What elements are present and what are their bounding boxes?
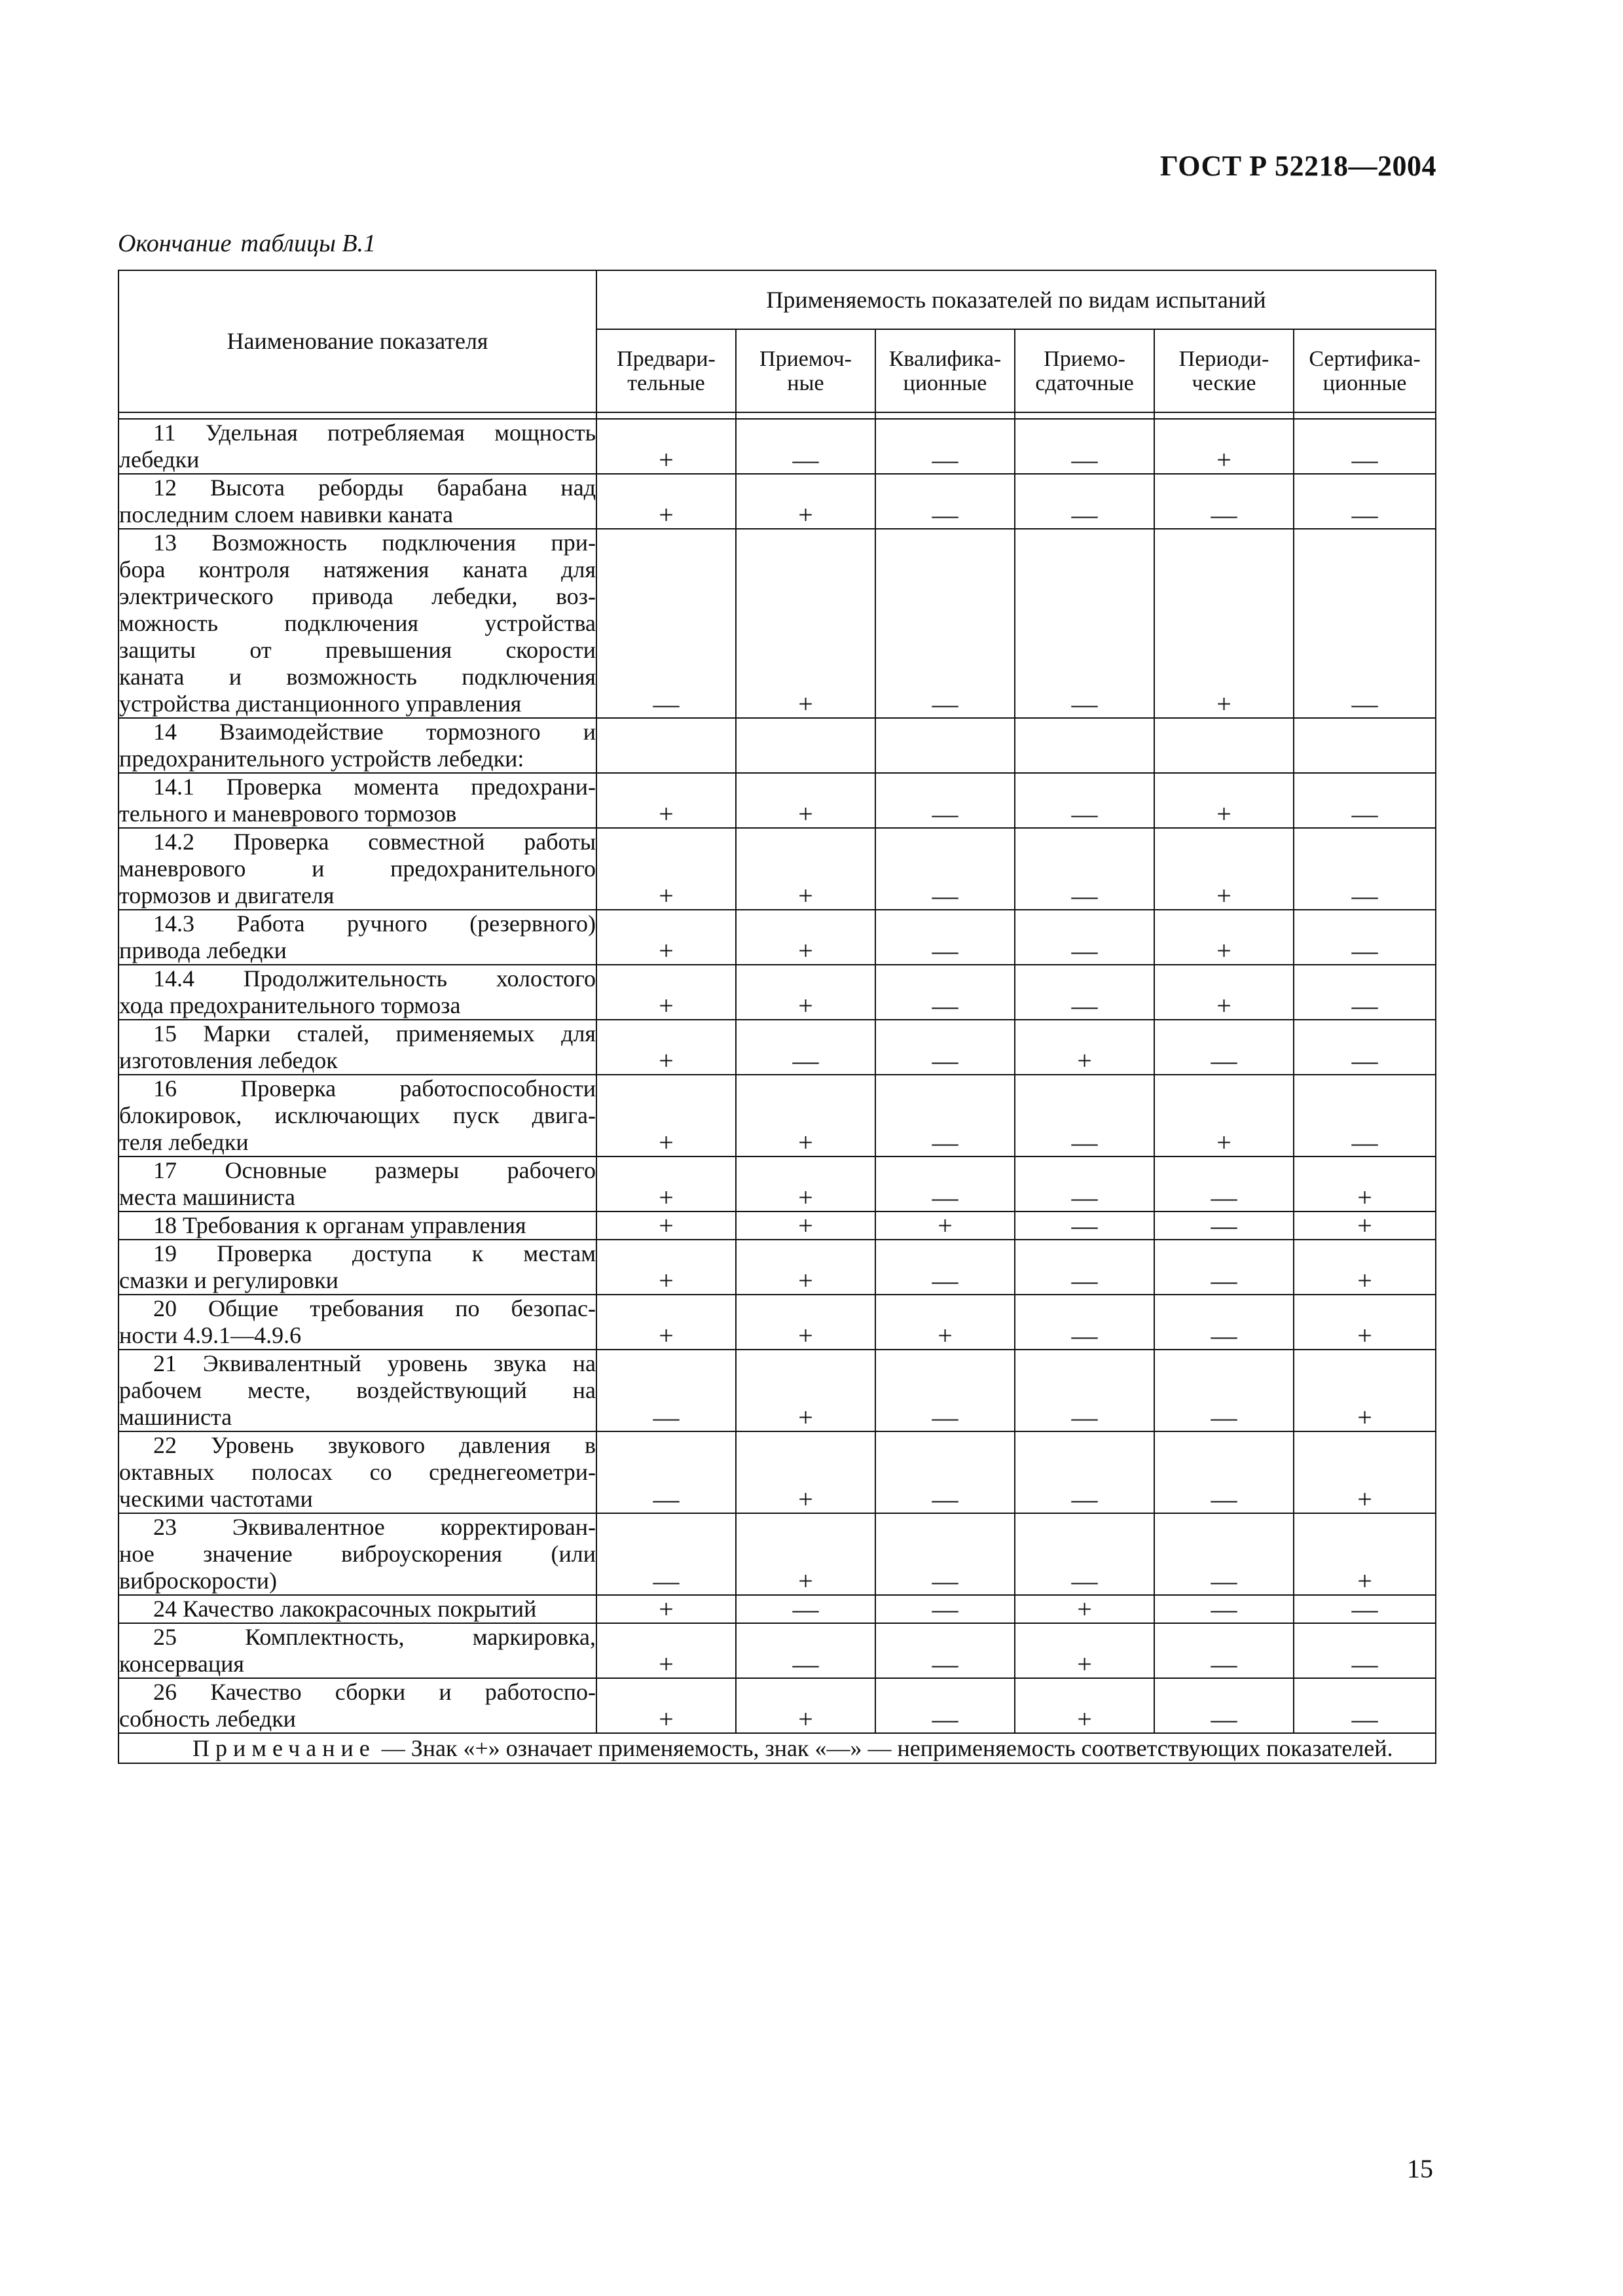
table-row — [119, 1513, 1436, 1595]
applicability-mark: — — [875, 474, 1015, 529]
indicator-name-line: привода лебедки — [119, 937, 287, 963]
applicability-mark: — — [1154, 474, 1294, 529]
applicability-mark: — — [1015, 910, 1154, 965]
table-row — [119, 1595, 1436, 1623]
applicability-mark: + — [736, 910, 875, 965]
applicability-mark: — — [875, 1678, 1015, 1733]
applicability-mark: + — [596, 1678, 736, 1733]
column-header-test-type — [1294, 329, 1436, 412]
applicability-mark: — — [1015, 529, 1154, 718]
applicability-mark: — — [1154, 1350, 1294, 1431]
separator-cell — [1015, 412, 1154, 419]
indicator-name-cell — [119, 1623, 596, 1678]
table-row — [119, 1211, 1436, 1240]
applicability-mark: + — [736, 1678, 875, 1733]
applicability-mark: — — [875, 1240, 1015, 1295]
indicator-name-line: 14.2 Проверка совместной работы — [153, 829, 596, 855]
applicability-mark: — — [1294, 1075, 1436, 1157]
applicability-mark — [1015, 718, 1154, 773]
applicability-mark: — — [875, 910, 1015, 965]
applicability-mark: — — [736, 1623, 875, 1678]
applicability-mark: — — [1015, 828, 1154, 910]
indicator-name-cell — [119, 1240, 596, 1295]
applicability-mark — [875, 718, 1015, 773]
indicator-name-cell — [119, 965, 596, 1020]
indicator-name-line: хода предохранительного тормоза — [119, 992, 461, 1018]
applicability-mark: + — [736, 1350, 875, 1431]
column-header-line: Квалифика- — [888, 346, 1002, 371]
column-header-line: ционные — [903, 370, 987, 395]
table-row — [119, 1075, 1436, 1157]
column-header-line: ные — [787, 370, 824, 395]
table-caption — [118, 229, 385, 258]
indicator-name-line: 14 Взаимодействие тормозного и — [153, 719, 596, 745]
applicability-mark: + — [596, 1295, 736, 1350]
applicability-mark: + — [1154, 828, 1294, 910]
applicability-mark: + — [596, 1075, 736, 1157]
applicability-mark: — — [875, 1075, 1015, 1157]
applicability-mark: + — [1294, 1513, 1436, 1595]
indicator-name-line: консервация — [119, 1651, 244, 1677]
applicability-mark: — — [1154, 1513, 1294, 1595]
table-row — [119, 1157, 1436, 1211]
applicability-mark: + — [736, 1075, 875, 1157]
caption-table-ref: таблицы В.1 — [240, 230, 376, 257]
indicator-name-line: блокировок, исключающих пуск двига- — [119, 1102, 596, 1128]
indicator-name-line: устройства дистанционного управления — [119, 691, 522, 717]
indicator-name-cell — [119, 773, 596, 828]
indicator-name-line: каната и возможность подключения — [119, 664, 596, 690]
applicability-mark: + — [1015, 1595, 1154, 1623]
applicability-mark: + — [1154, 910, 1294, 965]
indicator-name-line: ное значение виброускорения (или — [119, 1541, 596, 1567]
applicability-mark: — — [1015, 1513, 1154, 1595]
indicator-name-cell — [119, 419, 596, 474]
applicability-mark: — — [1154, 1295, 1294, 1350]
indicator-name-line: 21 Эквивалентный уровень звука на — [153, 1350, 596, 1376]
applicability-mark: — — [875, 773, 1015, 828]
applicability-mark: — — [736, 419, 875, 474]
indicator-name-line: места машиниста — [119, 1184, 295, 1210]
indicator-name-line: 19 Проверка доступа к местам — [153, 1240, 596, 1266]
applicability-mark: — — [1294, 828, 1436, 910]
applicability-mark: — — [875, 828, 1015, 910]
table-row — [119, 419, 1436, 474]
applicability-mark: — — [1015, 773, 1154, 828]
applicability-mark: — — [1015, 1295, 1154, 1350]
applicability-mark: — — [1294, 910, 1436, 965]
applicability-mark: + — [736, 1157, 875, 1211]
indicator-name-line: маневрового и предохранительного — [119, 855, 596, 882]
applicability-mark: — — [736, 1595, 875, 1623]
applicability-mark: — — [1015, 965, 1154, 1020]
applicability-mark: — — [1154, 1595, 1294, 1623]
table-note-row — [119, 1733, 1436, 1763]
applicability-mark: — — [1294, 773, 1436, 828]
indicator-name-cell — [119, 1211, 596, 1240]
applicability-mark: + — [596, 1211, 736, 1240]
column-header-test-type — [596, 329, 736, 412]
applicability-mark: — — [1294, 1623, 1436, 1678]
applicability-mark: + — [596, 419, 736, 474]
note-label: Примечание — [192, 1735, 376, 1761]
applicability-mark: + — [1154, 1075, 1294, 1157]
table-row — [119, 474, 1436, 529]
column-header-line: Приемо- — [1044, 346, 1125, 371]
indicator-name-cell — [119, 1075, 596, 1157]
document-code: ГОСТ Р 52218—2004 — [1159, 150, 1436, 182]
column-header-line: ционные — [1322, 370, 1407, 395]
applicability-mark: + — [736, 773, 875, 828]
separator-cell — [119, 412, 596, 419]
indicator-name-line: 17 Основные размеры рабочего — [153, 1157, 596, 1183]
applicability-mark: — — [1294, 529, 1436, 718]
applicability-mark: — — [736, 1020, 875, 1075]
applicability-mark: — — [875, 1350, 1015, 1431]
indicator-name-cell — [119, 828, 596, 910]
applicability-mark: + — [875, 1295, 1015, 1350]
applicability-mark: + — [1015, 1678, 1154, 1733]
indicator-name-line: 15 Марки сталей, применяемых для — [153, 1020, 596, 1047]
indicator-name-line: 16 Проверка работоспособности — [153, 1075, 596, 1102]
indicator-name-cell — [119, 910, 596, 965]
applicability-mark: — — [1015, 1240, 1154, 1295]
column-header-test-type — [1154, 329, 1294, 412]
applicability-mark: + — [1154, 965, 1294, 1020]
column-header-test-type — [1015, 329, 1154, 412]
applicability-mark: — — [875, 419, 1015, 474]
indicator-name-line: предохранительного устройств лебедки: — [119, 745, 524, 772]
applicability-mark: + — [596, 828, 736, 910]
indicator-name-line: 24 Качество лакокрасочных покрытий — [153, 1596, 537, 1622]
applicability-mark: + — [736, 1240, 875, 1295]
applicability-mark: + — [596, 1240, 736, 1295]
applicability-mark: — — [875, 1431, 1015, 1513]
applicability-mark: — — [1154, 1240, 1294, 1295]
applicability-mark: — — [1015, 474, 1154, 529]
applicability-mark: — — [875, 965, 1015, 1020]
indicator-name-line: октавных полосах со среднегеометри- — [119, 1459, 596, 1485]
indicator-name-cell — [119, 1678, 596, 1733]
applicability-mark: — — [1294, 1595, 1436, 1623]
applicability-mark: — — [1154, 1678, 1294, 1733]
applicability-mark: — — [1154, 1431, 1294, 1513]
table-row — [119, 1623, 1436, 1678]
table-body — [119, 412, 1436, 1763]
applicability-mark: — — [1294, 474, 1436, 529]
indicator-name-line: бора контроля натяжения каната для — [119, 556, 596, 583]
applicability-mark: + — [596, 965, 736, 1020]
indicator-name-line: 14.3 Работа ручного (резервного) — [153, 910, 596, 937]
table-row — [119, 1431, 1436, 1513]
applicability-mark: + — [1154, 419, 1294, 474]
applicability-mark: + — [736, 965, 875, 1020]
column-header-test-type — [875, 329, 1015, 412]
separator-cell — [736, 412, 875, 419]
table-row — [119, 910, 1436, 965]
indicator-name-line: 13 Возможность подключения при- — [153, 529, 596, 556]
indicator-name-line: виброскорости) — [119, 1568, 277, 1594]
indicator-name-line: лебедки — [119, 446, 200, 473]
separator-cell — [1154, 412, 1294, 419]
applicability-mark: + — [596, 910, 736, 965]
applicability-mark: — — [1015, 1075, 1154, 1157]
applicability-mark: + — [736, 529, 875, 718]
indicator-name-line: 25 Комплектность, маркировка, — [153, 1624, 596, 1650]
applicability-mark: — — [596, 529, 736, 718]
table-row — [119, 965, 1436, 1020]
applicability-mark: — — [1015, 1431, 1154, 1513]
applicability-mark: — — [875, 1513, 1015, 1595]
applicability-mark: + — [1154, 773, 1294, 828]
indicator-name-cell — [119, 1020, 596, 1075]
applicability-mark: — — [1294, 965, 1436, 1020]
applicability-mark: — — [1015, 1211, 1154, 1240]
applicability-mark: + — [736, 1295, 875, 1350]
applicability-mark: — — [875, 1595, 1015, 1623]
indicator-name-cell — [119, 1431, 596, 1513]
applicability-mark: + — [1015, 1020, 1154, 1075]
applicability-mark: + — [1294, 1157, 1436, 1211]
applicability-mark: + — [1294, 1240, 1436, 1295]
indicator-name-line: электрического привода лебедки, воз- — [119, 583, 596, 609]
indicator-name-line: 26 Качество сборки и работоспо- — [153, 1679, 596, 1705]
column-header-line: Сертифика- — [1309, 346, 1421, 371]
applicability-mark: — — [1294, 419, 1436, 474]
applicability-mark: + — [1294, 1211, 1436, 1240]
applicability-mark: — — [875, 1020, 1015, 1075]
indicator-name-line: 14.4 Продолжительность холостого — [153, 965, 596, 992]
table-row — [119, 1020, 1436, 1075]
applicability-mark — [1294, 718, 1436, 773]
applicability-mark: — — [1015, 1157, 1154, 1211]
table-note — [119, 1733, 1436, 1763]
caption-word-ending: Окончание — [118, 230, 232, 257]
applicability-mark — [736, 718, 875, 773]
indicator-name-line: 23 Эквивалентное корректирован- — [153, 1514, 596, 1540]
applicability-mark: + — [1015, 1623, 1154, 1678]
separator-cell — [596, 412, 736, 419]
indicator-name-line: смазки и регулировки — [119, 1267, 338, 1293]
indicator-name-cell — [119, 474, 596, 529]
column-header-line: Приемоч- — [759, 346, 852, 371]
applicability-mark: + — [596, 1020, 736, 1075]
applicability-mark: + — [596, 1595, 736, 1623]
applicability-mark: — — [1015, 419, 1154, 474]
applicability-mark: — — [875, 1623, 1015, 1678]
applicability-mark: — — [596, 1350, 736, 1431]
indicator-name-cell — [119, 1350, 596, 1431]
indicator-name-line: 20 Общие требования по безопас- — [153, 1295, 596, 1321]
column-header-test-type — [736, 329, 875, 412]
applicability-mark: + — [1154, 529, 1294, 718]
indicator-name-line: 18 Требования к органам управления — [153, 1212, 526, 1238]
applicability-mark: + — [596, 474, 736, 529]
applicability-mark: + — [596, 1623, 736, 1678]
table-row — [119, 1350, 1436, 1431]
applicability-mark: + — [736, 1211, 875, 1240]
indicator-name-line: 11 Удельная потребляемая мощность — [153, 420, 596, 446]
table-row — [119, 1678, 1436, 1733]
indicator-name-cell — [119, 1157, 596, 1211]
indicator-name-line: 12 Высота реборды барабана над — [153, 475, 596, 501]
indicator-name-cell — [119, 718, 596, 773]
column-header-line: Предвари- — [617, 346, 716, 371]
indicator-name-line: последним слоем навивки каната — [119, 501, 454, 528]
note-text: — Знак «+» означает применяемость, знак «—» — неприменяемость соответствующих показателей. — [381, 1735, 1393, 1761]
applicability-mark: + — [1294, 1295, 1436, 1350]
indicator-name-line: машиниста — [119, 1404, 232, 1430]
indicator-name-line: рабочем месте, воздействующий на — [119, 1377, 596, 1403]
table-row — [119, 529, 1436, 718]
page-number: 15 — [1407, 2154, 1433, 2183]
applicability-mark: — — [1154, 1211, 1294, 1240]
column-header-line: ческие — [1192, 370, 1256, 395]
applicability-mark: + — [875, 1211, 1015, 1240]
indicator-name-line: защиты от превышения скорости — [119, 637, 596, 663]
applicability-mark: + — [736, 474, 875, 529]
applicability-mark — [596, 718, 736, 773]
applicability-mark: — — [596, 1513, 736, 1595]
applicability-mark: + — [1294, 1431, 1436, 1513]
indicator-name-line: теля лебедки — [119, 1129, 249, 1155]
indicator-name-cell — [119, 1295, 596, 1350]
header-separator — [119, 412, 1436, 419]
separator-cell — [1294, 412, 1436, 419]
column-header-line: тельные — [627, 370, 705, 395]
indicator-name-line: 14.1 Проверка момента предохрани- — [153, 774, 596, 800]
table-row — [119, 1295, 1436, 1350]
applicability-mark: — — [1154, 1020, 1294, 1075]
applicability-mark — [1154, 718, 1294, 773]
applicability-mark: — — [1154, 1623, 1294, 1678]
separator-cell — [875, 412, 1015, 419]
table-row — [119, 718, 1436, 773]
table-row — [119, 1240, 1436, 1295]
indicator-name-line: можность подключения устройства — [119, 610, 596, 636]
table-row — [119, 773, 1436, 828]
indicator-name-line: собность лебедки — [119, 1706, 296, 1732]
applicability-mark: — — [1294, 1020, 1436, 1075]
column-group-header: Применяемость показателей по видам испытаний — [596, 270, 1436, 329]
indicator-name-line: изготовления лебедок — [119, 1047, 338, 1073]
indicator-name-line: 22 Уровень звукового давления в — [153, 1432, 596, 1458]
table-row — [119, 828, 1436, 910]
applicability-mark: — — [1154, 1157, 1294, 1211]
applicability-mark: + — [1294, 1350, 1436, 1431]
indicator-name-cell — [119, 1513, 596, 1595]
column-header-line: сдаточные — [1035, 370, 1134, 395]
indicator-name-line: ности 4.9.1—4.9.6 — [119, 1322, 302, 1348]
indicator-name-cell — [119, 529, 596, 718]
applicability-mark: — — [875, 529, 1015, 718]
applicability-mark: — — [1015, 1350, 1154, 1431]
applicability-mark: + — [736, 1431, 875, 1513]
applicability-mark: + — [596, 1157, 736, 1211]
column-header-name: Наименование показателя — [119, 270, 596, 412]
applicability-mark: — — [1294, 1678, 1436, 1733]
applicability-mark: + — [736, 1513, 875, 1595]
applicability-mark: — — [596, 1431, 736, 1513]
indicator-name-line: тормозов и двигателя — [119, 882, 335, 908]
applicability-mark: + — [596, 773, 736, 828]
indicator-name-cell — [119, 1595, 596, 1623]
applicability-table — [118, 270, 1436, 1764]
applicability-mark: + — [736, 828, 875, 910]
column-header-line: Периоди- — [1178, 346, 1269, 371]
indicator-name-line: ческими частотами — [119, 1486, 313, 1512]
applicability-mark: — — [875, 1157, 1015, 1211]
indicator-name-line: тельного и маневрового тормозов — [119, 800, 457, 827]
